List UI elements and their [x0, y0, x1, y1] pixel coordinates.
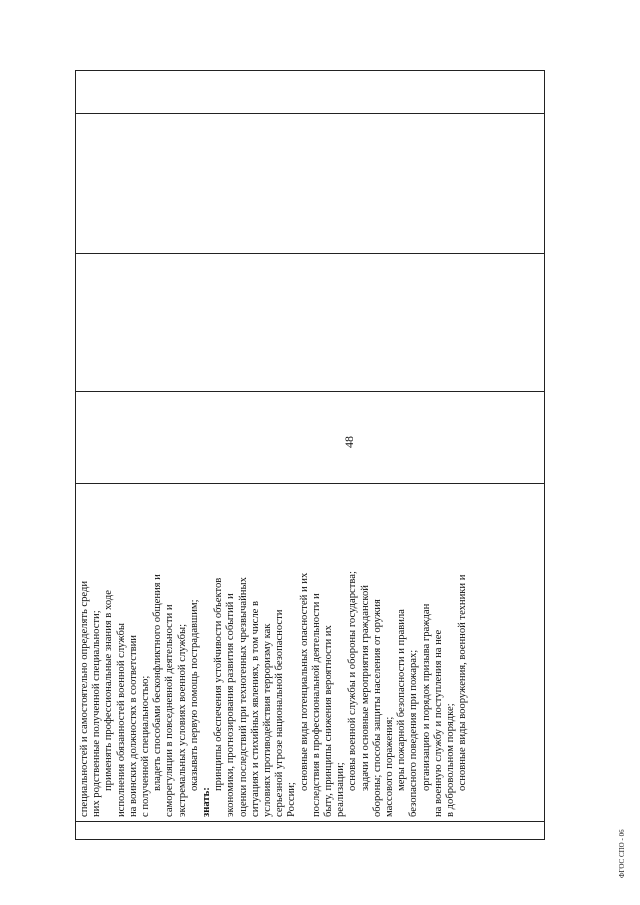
text-line: на военную службу и поступления на нее: [432, 629, 444, 817]
text-line: серьезной угрозе национальной безопасности: [274, 609, 286, 817]
text-line: задачи и основные мероприятия гражданской: [359, 585, 371, 791]
text-line: быту, принципы снижения вероятности их: [323, 625, 335, 817]
rotated-table-area: [75, 70, 545, 840]
table-column-empty-4: [76, 69, 544, 113]
text-line: меры пожарной безопасности и правила: [396, 609, 408, 791]
text-line: основы военной службы и обороны государства;: [347, 571, 359, 791]
text-line: ситуациях и стихийных явлениях, в том числе в: [249, 600, 261, 817]
text-line: обороны; способы защиты населения от оружия: [371, 599, 383, 817]
text-line: экономики, прогнозирования развития событий и: [225, 593, 237, 817]
requirements-text-cell: [79, 487, 470, 817]
text-line: на воинских должностях в соответствии: [127, 635, 139, 817]
text-line: условиях противодействия терроризму как: [262, 623, 274, 817]
table-column-empty-2: [76, 253, 544, 391]
text-line: экстремальных условиях военной службы;: [176, 623, 188, 817]
footer-standard-code: ФГОС СПО - 06: [618, 829, 626, 878]
table-column-empty-3: [76, 113, 544, 253]
table-column-index: [76, 821, 544, 839]
text-line: последствия в профессиональной деятельности и: [310, 593, 322, 817]
text-line: них родственные полученной специальности;: [91, 610, 103, 817]
text-line: массового поражения;: [384, 716, 396, 817]
text-line: саморегуляции в повседневной деятельности и: [164, 604, 176, 817]
text-line: принципы обеспечения устойчивости объектов: [213, 577, 225, 791]
page-number: 48: [342, 436, 356, 448]
table-column-empty-1: [76, 391, 544, 483]
text-line: организацию и порядок призыва граждан: [420, 603, 432, 791]
text-line: основные виды потенциальных опасностей и их: [298, 572, 310, 791]
standards-table: [75, 70, 545, 840]
text-line: применять профессиональные знания в ходе: [103, 590, 115, 791]
text-line: России;: [286, 782, 298, 817]
text-line: исполнения обязанностей военной службы: [115, 623, 127, 817]
text-line: владеть способами бесконфликтного общения и: [152, 574, 164, 791]
text-line: оценки последствий при техногенных чрезвычайных: [237, 577, 249, 817]
text-line: в добровольном порядке;: [445, 703, 457, 817]
text-line: с полученной специальностью;: [140, 675, 152, 817]
text-line: безопасного поведения при пожарах;: [408, 649, 420, 817]
text-line: оказывать первую помощь пострадавшим;: [188, 599, 200, 791]
text-line: реализации;: [335, 762, 347, 817]
text-line: специальностей и самостоятельно определять среди: [79, 580, 90, 817]
text-line: знать:: [201, 787, 213, 817]
text-line: основные виды вооружения, военной техники и: [457, 574, 469, 791]
